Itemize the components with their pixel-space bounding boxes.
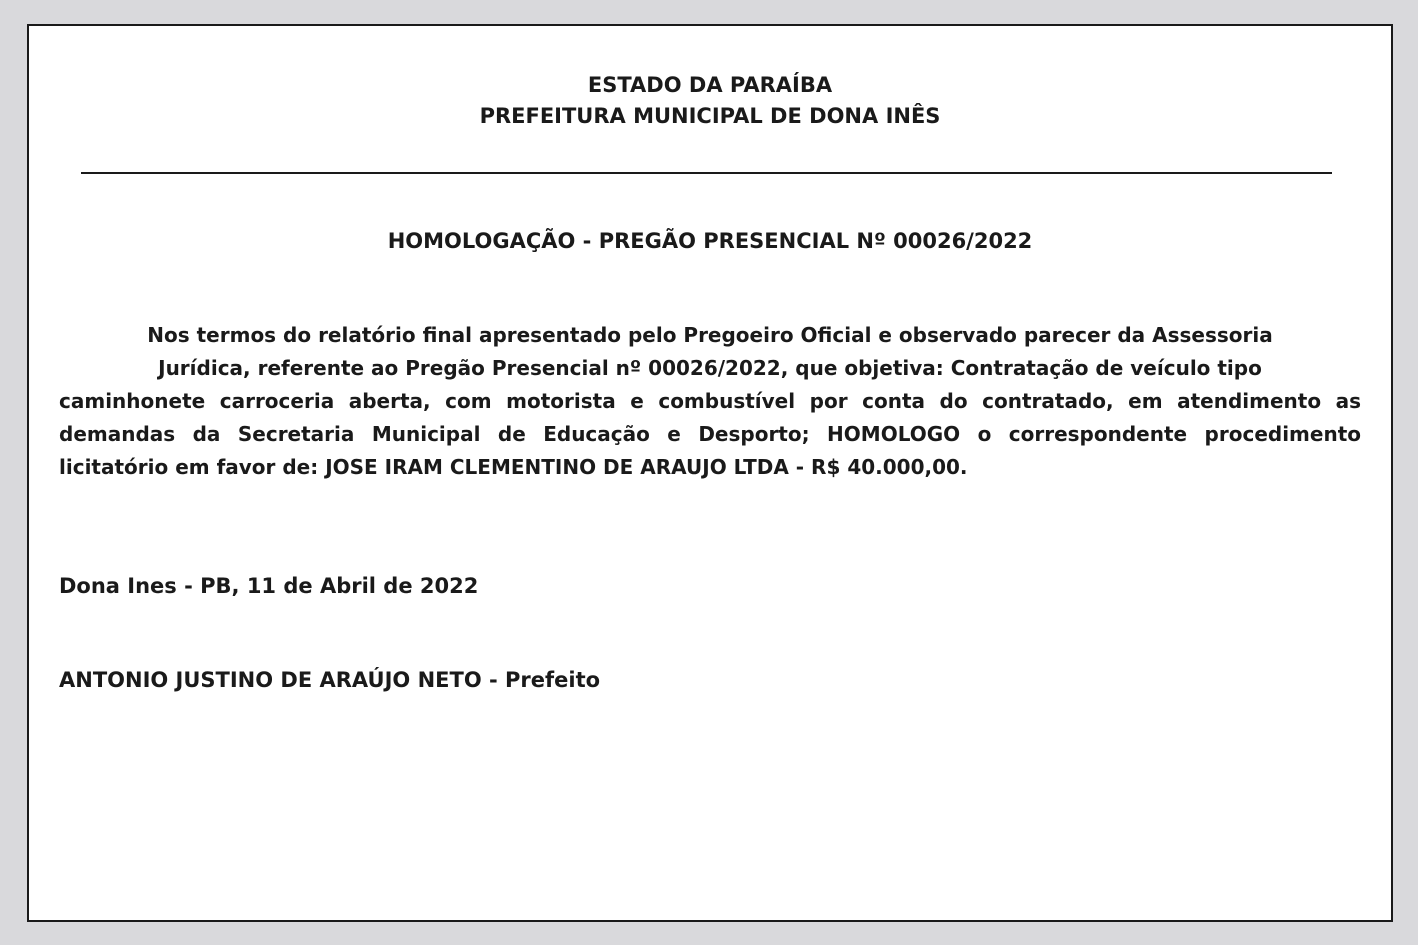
- body-paragraph-rest: caminhonete carroceria aberta, com motorista e combustível por conta do contratado, em atendimento as demandas da Secretaria Municipal de Educação e Desporto; HOMOLOGO o correspondente procedimento licitatório em favor de: JOSE IRAM CLEMENTINO DE ARAUJO LTDA - R$ 40.000,00.: [59, 389, 1361, 479]
- header-divider: [81, 172, 1332, 174]
- header-state: ESTADO DA PARAÍBA: [587, 73, 833, 97]
- document-title: HOMOLOGAÇÃO - PREGÃO PRESENCIAL Nº 00026/2022: [387, 229, 1033, 253]
- document-body: [59, 319, 1361, 484]
- header-municipality: PREFEITURA MUNICIPAL DE DONA INÊS: [479, 104, 941, 128]
- body-line-1: Nos termos do relatório final apresentado pelo Pregoeiro Oficial e observado parecer da Assessoria: [147, 323, 1273, 347]
- signature-line: ANTONIO JUSTINO DE ARAÚJO NETO - Prefeito: [59, 668, 601, 692]
- document-page: [27, 24, 1393, 922]
- date-line: Dona Ines - PB, 11 de Abril de 2022: [59, 574, 479, 598]
- document-header: [29, 70, 1391, 132]
- body-line-2: Jurídica, referente ao Pregão Presencial nº 00026/2022, que objetiva: Contratação de veículo tipo: [158, 356, 1262, 380]
